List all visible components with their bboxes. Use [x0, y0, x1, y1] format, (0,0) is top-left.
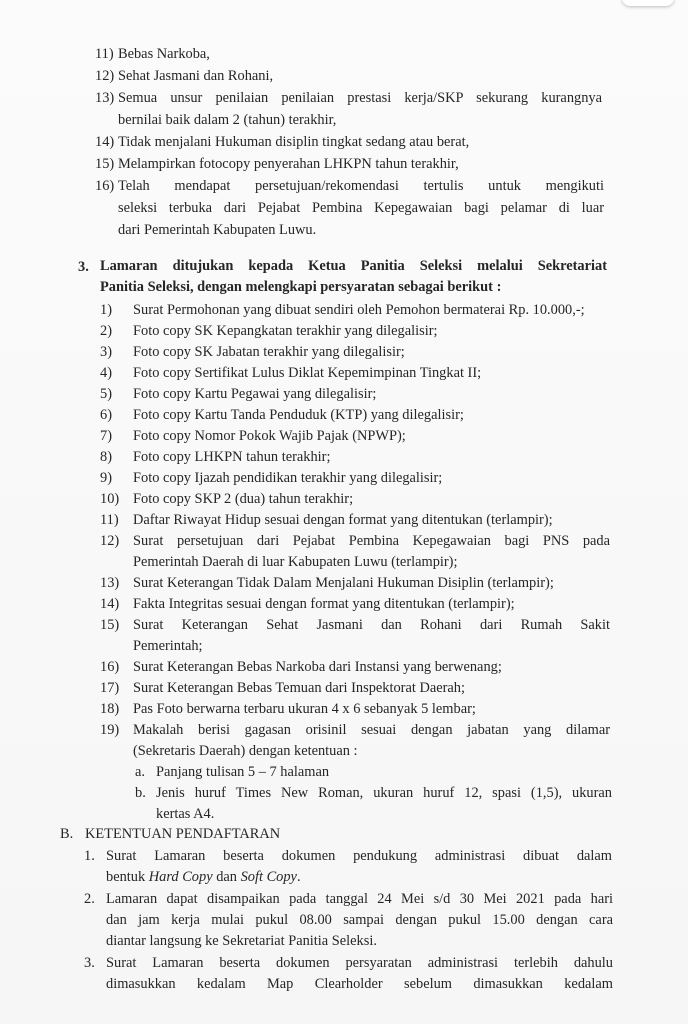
list-item-text: (Sekretaris Daerah) dengan ketentuan :: [133, 743, 358, 759]
list-item-number: 13): [95, 90, 115, 106]
list-item-text: Pemerintah Daerah di luar Kabupaten Luwu (terlampir);: [133, 554, 458, 570]
list-item-text: Foto copy SK Kepangkatan terakhir yang dilegalisir;: [133, 323, 438, 339]
page-corner-tab: [622, 0, 674, 6]
list-item-text: diantar langsung ke Sekretariat Panitia Seleksi.: [106, 933, 377, 949]
list-item-number: 1.: [84, 848, 95, 864]
list-item-text: dimasukkan kedalam Map Clearholder sebelum dimasukkan kedalam: [106, 976, 613, 992]
list-item-number: 14): [95, 134, 115, 150]
list-item-text: Semua unsur penilaian penilaian prestasi kerja/SKP sekurang kurangnya: [118, 90, 602, 106]
list-item-number: 15): [100, 617, 120, 633]
list-item-number: 6): [100, 407, 112, 423]
list-item-number: 5): [100, 386, 112, 402]
list-item-text: dan jam kerja mulai pukul 08.00 sampai dengan pukul 15.00 dengan cara: [106, 912, 613, 928]
list-item-number: 8): [100, 449, 112, 465]
list-item-number: 15): [95, 156, 115, 172]
hard-copy-term: Hard Copy: [148, 869, 213, 885]
list-item-number: 16): [100, 659, 120, 675]
section-number: 3.: [78, 259, 89, 275]
list-item-text: Sehat Jasmani dan Rohani,: [118, 68, 274, 84]
list-item-text: Tidak menjalani Hukuman disiplin tingkat sedang atau berat,: [118, 134, 470, 150]
list-item-number: 3.: [84, 955, 95, 971]
section-heading-text: Lamaran ditujukan kepada Ketua Panitia Seleksi melalui Sekretariat: [100, 258, 607, 274]
list-item-text: Pemerintah;: [133, 638, 203, 654]
list-item-text: Lamaran dapat disampaikan pada tanggal 24 Mei s/d 30 Mei 2021 pada hari: [106, 891, 613, 907]
list-item-number: 14): [100, 596, 120, 612]
list-item-text: Foto copy Ijazah pendidikan terakhir yang dilegalisir;: [133, 470, 443, 486]
list-item-number: 19): [100, 722, 120, 738]
list-item-number: 13): [100, 575, 120, 591]
list-item-number: 7): [100, 428, 112, 444]
list-item-text: [106, 867, 301, 887]
section-heading-text: Panitia Seleksi, dengan melengkapi persyaratan sebagai berikut :: [100, 279, 502, 295]
list-item-text: Melampirkan fotocopy penyerahan LHKPN tahun terakhir,: [118, 156, 459, 172]
list-item-number: 2.: [84, 891, 95, 907]
list-item-text: Surat persetujuan dari Pejabat Pembina Kepegawaian bagi PNS pada: [133, 533, 610, 549]
list-item-text: seleksi terbuka dari Pejabat Pembina Kepegawaian bagi pelamar di luar: [118, 200, 604, 216]
list-item-text: Pas Foto berwarna terbaru ukuran 4 x 6 sebanyak 5 lembar;: [133, 701, 476, 717]
list-item-text: Daftar Riwayat Hidup sesuai dengan format yang ditentukan (terlampir);: [133, 512, 553, 528]
list-item-text: Surat Keterangan Bebas Narkoba dari Instansi yang berwenang;: [133, 659, 502, 675]
sublist-item-text: kertas A4.: [156, 806, 215, 822]
sublist-item-letter: b.: [135, 785, 146, 801]
list-item-text: Surat Permohonan yang dibuat sendiri oleh Pemohon bermaterai Rp. 10.000,-;: [133, 302, 585, 318]
text-fragment: .: [296, 869, 301, 885]
list-item-text: Foto copy Kartu Pegawai yang dilegalisir;: [133, 386, 377, 402]
list-item-number: 1): [100, 302, 112, 318]
list-item-number: 11): [95, 46, 114, 62]
list-item-text: Foto copy Kartu Tanda Penduduk (KTP) yang dilegalisir;: [133, 407, 464, 423]
list-item-text: Makalah berisi gagasan orisinil sesuai dengan jabatan yang dilamar: [133, 722, 610, 738]
section-letter: B.: [60, 826, 74, 842]
list-item-number: 18): [100, 701, 120, 717]
soft-copy-term: Soft Copy: [240, 869, 297, 885]
text-fragment: dan: [212, 869, 241, 885]
list-item-number: 12): [100, 533, 120, 549]
list-item-number: 4): [100, 365, 112, 381]
sublist-item-letter: a.: [135, 764, 145, 780]
list-item-text: Surat Keterangan Tidak Dalam Menjalani Hukuman Disiplin (terlampir);: [133, 575, 554, 591]
list-item-text: Foto copy Nomor Pokok Wajib Pajak (NPWP);: [133, 428, 406, 444]
list-item-text: Surat Lamaran beserta dokumen persyaratan administrasi terlebih dahulu: [106, 955, 613, 971]
list-item-text: dari Pemerintah Kabupaten Luwu.: [118, 222, 317, 238]
sublist-item-text: Panjang tulisan 5 – 7 halaman: [156, 764, 330, 780]
list-item-number: 11): [100, 512, 119, 528]
section-heading-text: KETENTUAN PENDAFTARAN: [85, 826, 281, 842]
list-item-text: Foto copy Sertifikat Lulus Diklat Kepemimpinan Tingkat II;: [133, 365, 482, 381]
list-item-number: 10): [100, 491, 120, 507]
list-item-text: Telah mendapat persetujuan/rekomendasi tertulis untuk mengikuti: [118, 178, 604, 194]
sublist-item-text: Jenis huruf Times New Roman, ukuran huruf 12, spasi (1,5), ukuran: [156, 785, 612, 801]
list-item-number: 3): [100, 344, 112, 360]
list-item-number: 2): [100, 323, 112, 339]
list-item-text: Foto copy SK Jabatan terakhir yang dilegalisir;: [133, 344, 405, 360]
list-item-text: Bebas Narkoba,: [118, 46, 210, 62]
list-item-text: Surat Keterangan Bebas Temuan dari Inspektorat Daerah;: [133, 680, 465, 696]
list-item-number: 9): [100, 470, 112, 486]
text-fragment: bentuk: [106, 869, 149, 885]
list-item-text: Fakta Integritas sesuai dengan format yang ditentukan (terlampir);: [133, 596, 515, 612]
list-item-text: bernilai baik dalam 2 (tahun) terakhir,: [118, 112, 337, 128]
list-item-number: 16): [95, 178, 115, 194]
list-item-number: 12): [95, 68, 115, 84]
list-item-text: Surat Keterangan Sehat Jasmani dan Rohani dari Rumah Sakit: [133, 617, 610, 633]
list-item-text: Foto copy SKP 2 (dua) tahun terakhir;: [133, 491, 354, 507]
list-item-text: Foto copy LHKPN tahun terakhir;: [133, 449, 331, 465]
list-item-number: 17): [100, 680, 120, 696]
list-item-text: Surat Lamaran beserta dokumen pendukung administrasi dibuat dalam: [106, 848, 612, 864]
